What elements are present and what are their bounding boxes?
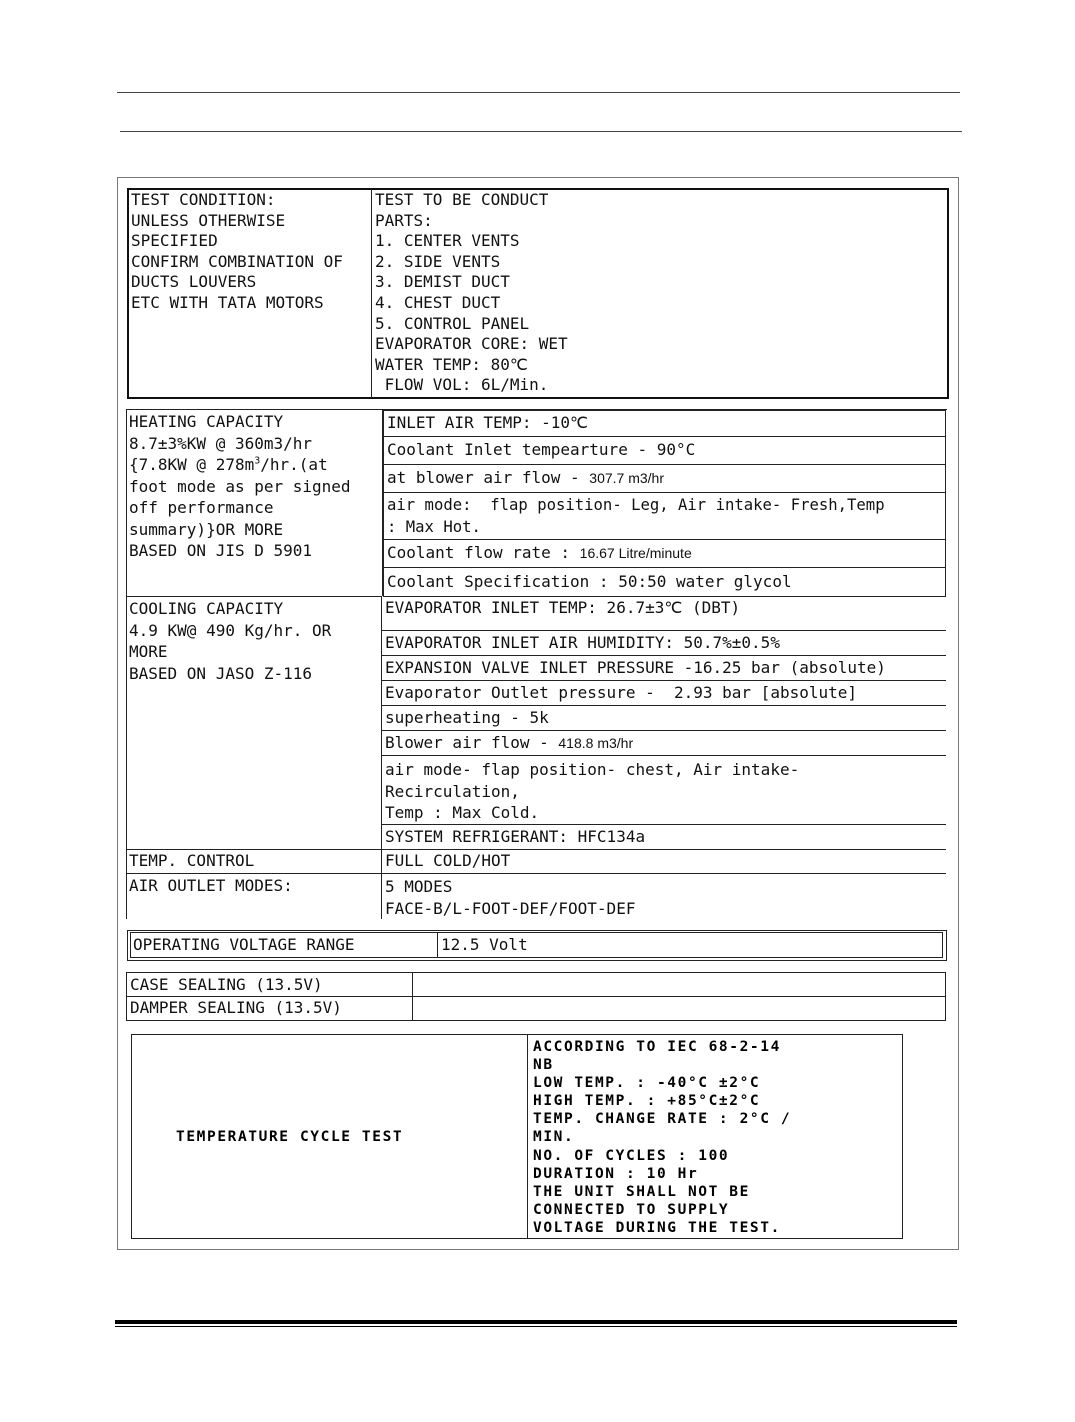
cooling-blower-value: 418.8 m3/hr xyxy=(558,735,634,751)
evap-inlet-humidity: EVAPORATOR INLET AIR HUMIDITY: 50.7%±0.5% xyxy=(385,633,780,652)
temp-control-top xyxy=(126,849,946,850)
test-parts-line: FLOW VOL: 6L/Min. xyxy=(375,375,549,395)
inlet-air-temp-cell xyxy=(383,410,946,437)
coolant-spec: Coolant Specification : 50:50 water glycol xyxy=(387,572,792,591)
coolant-inlet-temp: Coolant Inlet tempearture - 90°C xyxy=(387,440,696,459)
cooling-blower-label: Blower air flow - xyxy=(385,733,559,752)
temp-cycle-line: NO. OF CYCLES : 100 xyxy=(533,1147,730,1164)
temp-cycle-line: NB xyxy=(533,1057,554,1074)
air-outlet-modes: FACE-B/L-FOOT-DEF/FOOT-DEF xyxy=(385,898,636,918)
test-parts-line: TEST TO BE CONDUCT xyxy=(375,190,549,209)
cooling-blower xyxy=(385,733,633,754)
perf-left-border xyxy=(126,409,127,919)
test-condition-line: UNLESS OTHERWISE xyxy=(131,210,286,230)
test-parts-line: 3. DEMIST DUCT xyxy=(375,272,510,292)
temp-control-value: FULL COLD/HOT xyxy=(385,851,511,870)
test-parts-line: WATER TEMP: 80℃ xyxy=(375,354,528,374)
test-parts-line: 2. SIDE VENTS xyxy=(375,251,501,271)
coolant-spec-cell xyxy=(383,568,946,597)
cooling-title: COOLING CAPACITY xyxy=(129,599,284,618)
heating-bottom xyxy=(126,596,382,597)
test-condition-line: SPECIFIED xyxy=(131,231,218,251)
heating-note-line: off performance xyxy=(129,498,274,517)
heating-capacity-value: 8.7±3%KW @ 360m3/hr xyxy=(129,433,313,453)
cooling-row-rule xyxy=(382,705,946,706)
temp-cycle-line: DURATION : 10 Hr xyxy=(533,1165,699,1182)
voltage-label: OPERATING VOLTAGE RANGE xyxy=(133,935,355,954)
test-condition-line: TEST CONDITION: xyxy=(131,190,276,209)
cooling-row-rule xyxy=(382,655,946,656)
heating-note-line: summary)}OR MORE xyxy=(129,519,284,539)
temp-cycle-divider xyxy=(527,1035,528,1238)
expansion-valve-pressure: EXPANSION VALVE INLET PRESSURE -16.25 bar (absolute) xyxy=(385,658,886,677)
temp-cycle-line: VOLTAGE DURING THE TEST. xyxy=(533,1219,781,1236)
cooling-row-rule xyxy=(382,755,946,756)
test-parts-line: PARTS: xyxy=(375,210,433,230)
cooling-row-rule xyxy=(382,824,946,825)
test-parts-line: 5. CONTROL PANEL xyxy=(375,313,530,333)
temp-cycle-line: HIGH TEMP. : +85°C±2°C xyxy=(533,1093,761,1110)
test-parts-line: 4. CHEST DUCT xyxy=(375,293,501,312)
cooling-air-mode-line: Temp : Max Cold. xyxy=(385,803,540,822)
voltage-box-inner xyxy=(130,932,943,958)
superheating: superheating - 5k xyxy=(385,708,549,727)
heating-blower-cell xyxy=(383,465,946,493)
temp-cycle-line: LOW TEMP. : -40°C ±2°C xyxy=(533,1075,761,1092)
damper-sealing-label: DAMPER SEALING (13.5V) xyxy=(130,998,342,1017)
temp-cycle-label: TEMPERATURE CYCLE TEST xyxy=(176,1129,404,1145)
header-rule-second xyxy=(120,131,962,132)
heating-air-mode-line: : Max Hot. xyxy=(387,517,481,536)
coolant-flow-value: 16.67 Litre/minute xyxy=(579,545,692,561)
evap-inlet-temp: EVAPORATOR INLET TEMP: 26.7±3℃ (DBT) xyxy=(385,598,741,617)
coolant-flow-cell xyxy=(383,540,946,568)
heating-alt-part-b: /hr.(at xyxy=(260,455,328,474)
heating-blower-label: at blower air flow - xyxy=(387,468,590,487)
heating-standard: BASED ON JIS D 5901 xyxy=(129,541,313,560)
cooling-standard: BASED ON JASO Z-116 xyxy=(129,663,313,683)
coolant-inlet-temp-cell xyxy=(383,437,946,465)
footer-rule-thin xyxy=(115,1326,957,1327)
heating-capacity-alt xyxy=(129,454,328,476)
test-parts-line: EVAPORATOR CORE: WET xyxy=(375,334,568,354)
inlet-air-temp: INLET AIR TEMP: -10℃ xyxy=(387,413,588,432)
cooling-air-mode-line: Recirculation, xyxy=(385,781,520,801)
temp-cycle-box xyxy=(131,1034,903,1239)
coolant-flow-label: Coolant flow rate : xyxy=(387,543,580,562)
temp-cycle-details xyxy=(533,1038,791,1237)
test-condition-divider xyxy=(371,189,372,398)
evap-outlet-pressure: Evaporator Outlet pressure - 2.93 bar [absolute] xyxy=(385,683,858,702)
temp-cycle-line: THE UNIT SHALL NOT BE xyxy=(533,1183,750,1200)
heating-air-mode-line: air mode: flap position- Leg, Air intake- Fresh,Temp xyxy=(387,496,885,514)
air-outlet-count: 5 MODES xyxy=(385,877,453,896)
temp-cycle-line: CONNECTED TO SUPPLY xyxy=(533,1201,730,1218)
heating-alt-sup: 3 xyxy=(254,455,261,467)
cooling-capacity-value: 4.9 KW@ 490 Kg/hr. OR xyxy=(129,620,332,640)
header-rule-top xyxy=(117,92,960,93)
temp-cycle-line: TEMP. CHANGE RATE : 2°C / xyxy=(533,1111,792,1128)
temp-cycle-line: ACCORDING TO IEC 68-2-14 xyxy=(533,1039,781,1055)
heating-air-mode-cell xyxy=(383,493,946,540)
heating-note-line: foot mode as per signed xyxy=(129,476,351,496)
test-parts-line: 1. CENTER VENTS xyxy=(375,231,520,251)
cooling-divider xyxy=(381,596,382,919)
test-condition-line: CONFIRM COMBINATION OF xyxy=(131,251,343,271)
sealing-table xyxy=(126,972,946,1021)
system-refrigerant: SYSTEM REFRIGERANT: HFC134a xyxy=(385,827,646,846)
test-condition-line: DUCTS LOUVERS xyxy=(131,272,257,292)
heating-title: HEATING CAPACITY xyxy=(129,412,284,431)
air-outlet-top xyxy=(126,873,946,874)
cooling-row-rule xyxy=(382,730,946,731)
voltage-divider xyxy=(437,933,438,957)
temp-control-label: TEMP. CONTROL xyxy=(129,851,255,870)
voltage-value: 12.5 Volt xyxy=(441,935,528,954)
cooling-air-mode-line: air mode- flap position- chest, Air intake- xyxy=(385,760,800,779)
cooling-row-rule xyxy=(382,630,946,631)
heating-blower-value: 307.7 m3/hr xyxy=(589,470,665,486)
temp-cycle-line: MIN. xyxy=(533,1129,575,1146)
sealing-row-rule xyxy=(127,996,945,997)
cooling-row-rule xyxy=(382,680,946,681)
footer-rule-thick xyxy=(115,1320,957,1324)
air-outlet-label: AIR OUTLET MODES: xyxy=(129,876,293,895)
heating-alt-part-a: {7.8KW @ 278m xyxy=(129,455,255,474)
test-condition-line: ETC WITH TATA MOTORS xyxy=(131,293,324,312)
cooling-capacity-more: MORE xyxy=(129,642,168,661)
case-sealing-label: CASE SEALING (13.5V) xyxy=(130,975,323,994)
